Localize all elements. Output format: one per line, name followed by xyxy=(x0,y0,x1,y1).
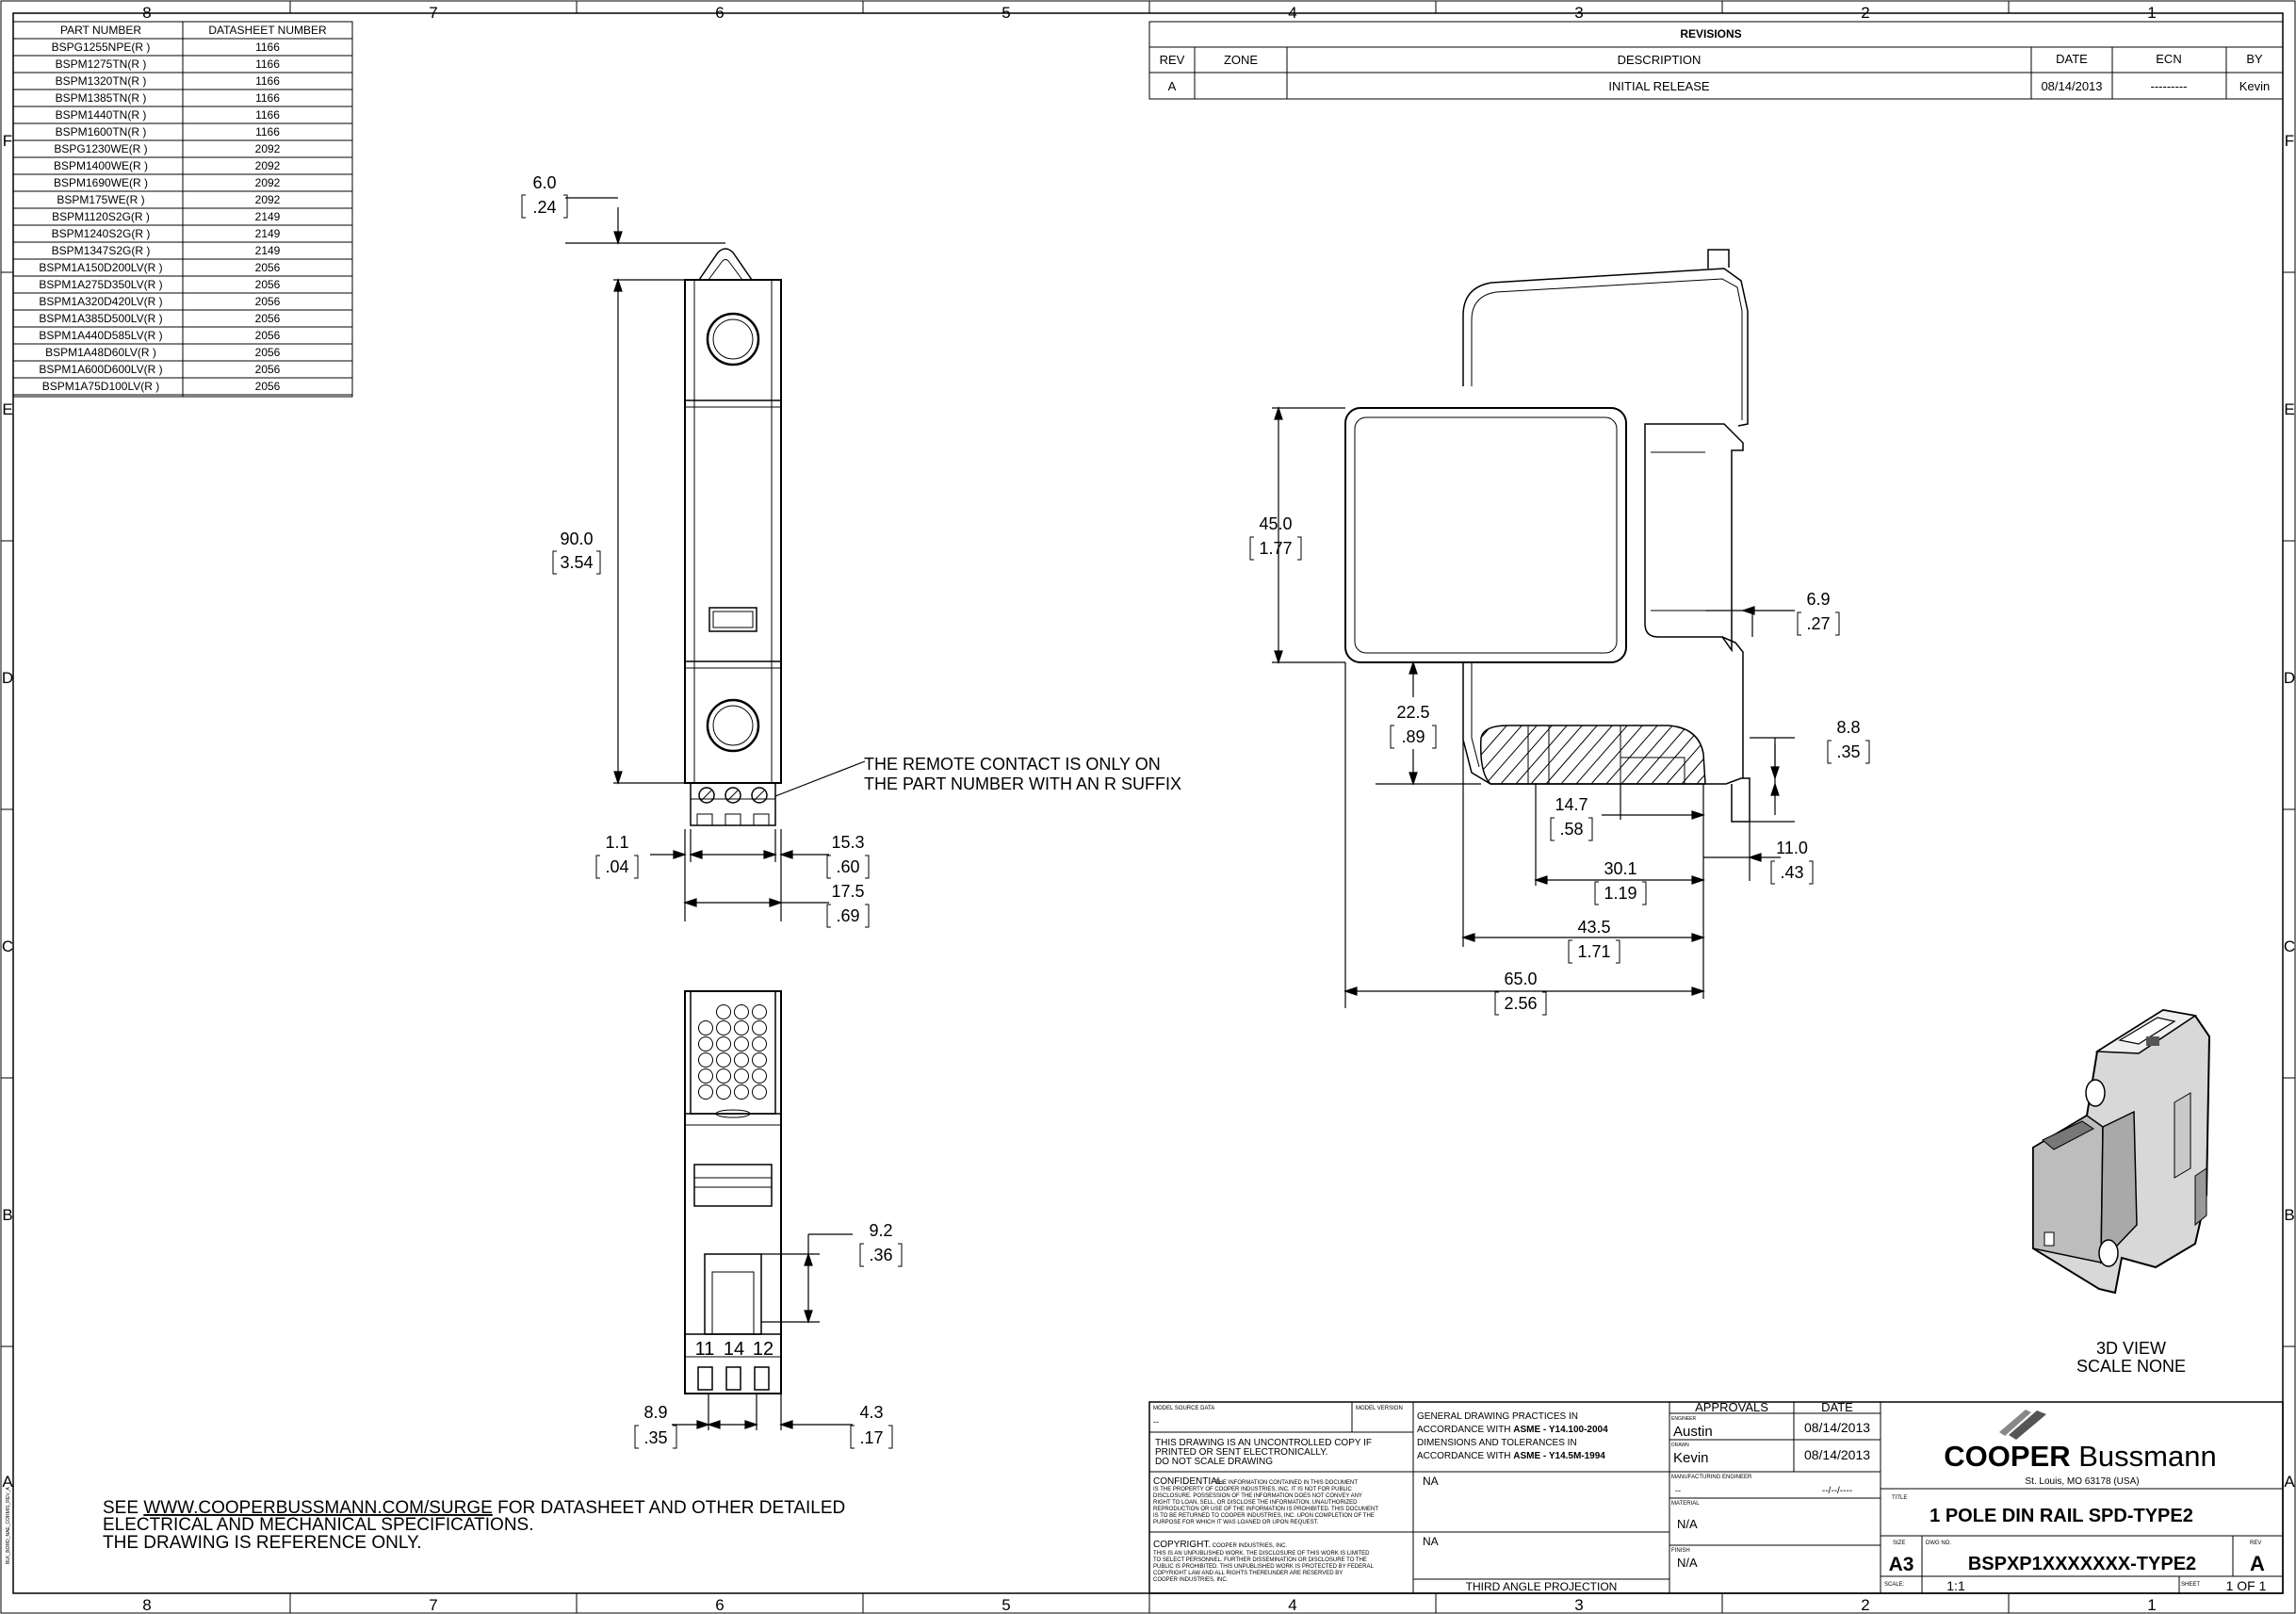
svg-text:DIMENSIONS AND TOLERANCES IN: DIMENSIONS AND TOLERANCES IN xyxy=(1417,1438,1577,1448)
svg-text:THE REMOTE CONTACT IS ONLY ON: THE REMOTE CONTACT IS ONLY ON xyxy=(864,755,1161,774)
part-number-cell: BSPM1A48D60LV(R ) xyxy=(45,346,156,359)
svg-text:THE INFORMATION CONTAINED IN T: THE INFORMATION CONTAINED IN THIS DOCUMENT xyxy=(1215,1480,1358,1486)
rev-cell-by: Kevin xyxy=(2239,79,2271,93)
datasheet-number-cell: 2092 xyxy=(254,193,281,206)
dim-22-5 xyxy=(1391,703,1436,748)
row-label-left: E xyxy=(2,400,13,418)
svg-text:SEE WWW.COOPERBUSSMANN.COM/SUR: SEE WWW.COOPERBUSSMANN.COM/SURGE FOR DATASHEET AND OTHER DETAILED xyxy=(103,1498,846,1518)
svg-text:14.7: 14.7 xyxy=(1555,795,1588,814)
col-label-bottom: 7 xyxy=(429,1596,438,1614)
terminal-label: 12 xyxy=(752,1339,774,1360)
approvals-date-label: DATE xyxy=(1821,1400,1853,1414)
col-label-top: 5 xyxy=(1001,4,1011,22)
title-block xyxy=(1149,1400,2283,1593)
svg-text:2.56: 2.56 xyxy=(1504,994,1538,1013)
model-source-value: -- xyxy=(1153,1417,1159,1427)
part-number-cell: BSPM1400WE(R ) xyxy=(53,159,149,172)
drawing-practices xyxy=(1417,1411,1608,1461)
col-label-top: 4 xyxy=(1288,4,1297,22)
datasheet-number-cell: 2092 xyxy=(254,142,281,155)
datasheet-number-cell: 2056 xyxy=(254,278,281,291)
part-number-cell: BSPM1120S2G(R ) xyxy=(52,210,150,223)
svg-text:.69: .69 xyxy=(836,906,860,925)
dim-9-2 xyxy=(860,1221,902,1266)
approvals-label: APPROVALS xyxy=(1695,1400,1768,1414)
rev-header-zone: ZONE xyxy=(1223,53,1259,67)
dwg-no-value: BSPXP1XXXXXXX-TYPE2 xyxy=(1967,1554,2197,1574)
svg-text:8.8: 8.8 xyxy=(1836,718,1861,737)
terminal-label: 11 xyxy=(694,1339,715,1360)
sheet-label: SHEET xyxy=(2181,1582,2201,1588)
view-3d-scale: SCALE NONE xyxy=(2076,1357,2187,1376)
datasheet-number-cell: 2149 xyxy=(254,227,281,240)
copyright-text xyxy=(1153,1551,1374,1583)
drawing-title: 1 POLE DIN RAIL SPD-TYPE2 xyxy=(1930,1506,2193,1526)
size-label: SIZE xyxy=(1893,1541,1906,1546)
part-number-cell: BSPM1A600D600LV(R ) xyxy=(39,363,163,376)
row-label-right: E xyxy=(2284,400,2295,418)
dim-14-7 xyxy=(1551,795,1592,840)
svg-text:THIS IS AN UNPUBLISHED WORK. T: THIS IS AN UNPUBLISHED WORK. THE DISCLOSURE OF THIS WORK IS LIMITED xyxy=(1153,1551,1370,1557)
datasheet-number-cell: 2056 xyxy=(254,380,281,393)
col-label-bottom: 5 xyxy=(1001,1596,1011,1614)
datasheet-number-cell: 2092 xyxy=(254,176,281,189)
bottom-view-device xyxy=(685,991,781,1394)
dim-45-0 xyxy=(1250,514,1301,560)
terminal-label: 14 xyxy=(723,1339,745,1360)
uncontrolled-line: DO NOT SCALE DRAWING xyxy=(1155,1457,1274,1467)
svg-text:COPYRIGHT. COOPER INDUSTRIES, xyxy=(1153,1540,1287,1550)
col-label-bottom: 8 xyxy=(142,1596,152,1614)
svg-text:THE PART NUMBER WITH AN R SUFF: THE PART NUMBER WITH AN R SUFFIX xyxy=(864,774,1182,793)
uncontrolled-line: PRINTED OR SENT ELECTRONICALLY. xyxy=(1155,1447,1328,1458)
rev-label: REV xyxy=(2250,1541,2262,1546)
view-3d-label: 3D VIEW xyxy=(2095,1339,2167,1358)
drawn-date: 08/14/2013 xyxy=(1803,1447,1871,1462)
svg-text:PURPOSE FOR WHICH IT WAS LOANE: PURPOSE FOR WHICH IT WAS LOANED OR UPON REQUEST. xyxy=(1153,1520,1319,1525)
svg-text:1.71: 1.71 xyxy=(1577,942,1611,961)
dim-8-8 xyxy=(1828,718,1869,763)
model-source-label: MODEL SOURCE DATA xyxy=(1153,1406,1215,1411)
svg-text:.17: .17 xyxy=(859,1428,884,1447)
svg-text:8.9: 8.9 xyxy=(643,1403,668,1422)
svg-text:6.9: 6.9 xyxy=(1806,590,1831,609)
engineer-label: ENGINEER xyxy=(1671,1416,1697,1422)
datasheet-number-cell: 1166 xyxy=(255,57,280,71)
svg-text:45.0: 45.0 xyxy=(1259,514,1293,533)
col-label-bottom: 4 xyxy=(1288,1596,1297,1614)
svg-text:.35: .35 xyxy=(1836,742,1861,761)
svg-text:TO SELECT PERSONNEL. FURTHER D: TO SELECT PERSONNEL. FURTHER DISSEMINATION OR DISCLOSURE TO THE xyxy=(1153,1557,1367,1563)
finish-label: FINISH xyxy=(1671,1548,1690,1554)
svg-text:1.1: 1.1 xyxy=(605,833,629,852)
svg-text:COOPER INDUSTRIES, INC.: COOPER INDUSTRIES, INC. xyxy=(1153,1577,1229,1583)
company-address: St. Louis, MO 63178 (USA) xyxy=(2025,1476,2140,1487)
part-number-cell: BSPM1600TN(R ) xyxy=(55,125,147,139)
parts-header-part: PART NUMBER xyxy=(59,24,142,37)
svg-text:ACCORDANCE WITH ASME - Y14.100: ACCORDANCE WITH ASME - Y14.100-2004 xyxy=(1417,1425,1608,1435)
row-label-right: A xyxy=(2284,1473,2295,1491)
svg-text:.60: .60 xyxy=(836,857,860,876)
part-number-cell: BSPM1240S2G(R ) xyxy=(51,227,151,240)
svg-text:REPRODUCTION OR USE OF THE INF: REPRODUCTION OR USE OF THE INFORMATION IS PROHIBITED. THIS DOCUMENT xyxy=(1153,1507,1379,1512)
datasheet-number-cell: 2056 xyxy=(254,329,281,342)
datasheet-number-cell: 2056 xyxy=(254,295,281,308)
svg-text:COOPER Bussmann: COOPER Bussmann xyxy=(1944,1440,2217,1473)
svg-text:PUBLIC IS PROHIBITED. THIS UNP: PUBLIC IS PROHIBITED. THIS UNPUBLISHED WORK IS PROTECTED BY FEDERAL xyxy=(1153,1564,1374,1570)
svg-text:1.77: 1.77 xyxy=(1259,539,1293,558)
part-number-cell: BSPM1690WE(R ) xyxy=(53,176,149,189)
confidential-text xyxy=(1153,1480,1378,1525)
row-label-right: F xyxy=(2284,132,2295,150)
svg-text:90.0: 90.0 xyxy=(560,530,594,548)
svg-text:15.3: 15.3 xyxy=(831,833,865,852)
dim-6-0 xyxy=(522,173,567,218)
row-label-right: C xyxy=(2283,937,2296,955)
mfg-label: MANUFACTURING ENGINEER xyxy=(1671,1475,1752,1480)
rev-header-by: BY xyxy=(2246,52,2263,66)
svg-text:17.5: 17.5 xyxy=(831,882,865,901)
svg-text:GENERAL DRAWING PRACTICES IN: GENERAL DRAWING PRACTICES IN xyxy=(1417,1411,1578,1422)
col-label-top: 2 xyxy=(1861,4,1870,22)
part-number-cell: BSPM1A440D585LV(R ) xyxy=(39,329,163,342)
datasheet-number-cell: 2149 xyxy=(254,244,281,257)
part-number-cell: BSPM1385TN(R ) xyxy=(55,91,147,105)
part-number-cell: BSPG1230WE(R ) xyxy=(54,142,148,155)
col-label-bottom: 3 xyxy=(1574,1596,1584,1614)
engineer-name: Austin xyxy=(1673,1424,1713,1440)
front-view-device xyxy=(685,249,781,825)
na-field-1: NA xyxy=(1423,1475,1439,1488)
confidential-title: CONFIDENTIAL. xyxy=(1153,1476,1226,1487)
svg-text:30.1: 30.1 xyxy=(1604,859,1637,878)
row-label-left: C xyxy=(1,937,14,955)
col-label-bottom: 1 xyxy=(2147,1596,2157,1614)
part-number-cell: BSPM1275TN(R ) xyxy=(55,57,147,71)
svg-text:22.5: 22.5 xyxy=(1396,703,1430,722)
scale-label: SCALE: xyxy=(1884,1582,1905,1588)
dwg-no-label: DWG NO. xyxy=(1926,1541,1951,1546)
svg-text:.89: .89 xyxy=(1401,727,1425,746)
datasheet-number-cell: 2092 xyxy=(254,159,281,172)
svg-text:.27: .27 xyxy=(1806,614,1831,633)
mfg-date: --/--/---- xyxy=(1821,1486,1853,1496)
rev-cell-rev: A xyxy=(1167,79,1177,93)
rev-header-description: DESCRIPTION xyxy=(1617,53,1702,67)
svg-text:IS THE PROPERTY OF COOPER INDU: IS THE PROPERTY OF COOPER INDUSTRIES, INC. IT IS NOT FOR PUBLIC xyxy=(1153,1487,1352,1492)
mfg-name: -- xyxy=(1675,1486,1681,1495)
svg-text:.35: .35 xyxy=(643,1428,668,1447)
copyright-owner: COOPER INDUSTRIES, INC. xyxy=(1211,1543,1288,1549)
rev-header-rev: REV xyxy=(1159,53,1185,67)
svg-text:.36: .36 xyxy=(869,1246,893,1264)
revisions-title: REVISIONS xyxy=(1680,27,1742,41)
col-label-top: 7 xyxy=(429,4,438,22)
part-number-cell: BSPM1320TN(R ) xyxy=(55,74,147,88)
title-label: TITLE xyxy=(1892,1495,1908,1501)
svg-text:ACCORDANCE WITH ASME - Y14.5M-: ACCORDANCE WITH ASME - Y14.5M-1994 xyxy=(1417,1451,1605,1461)
datasheet-number-cell: 2056 xyxy=(254,312,281,325)
datasheet-number-cell: 1166 xyxy=(255,91,280,105)
svg-text:ELECTRICAL AND MECHANICAL SPEC: ELECTRICAL AND MECHANICAL SPECIFICATIONS. xyxy=(103,1515,534,1535)
material-value: N/A xyxy=(1677,1517,1698,1531)
row-label-left: F xyxy=(2,132,13,150)
rev-header-ecn: ECN xyxy=(2156,52,2182,66)
svg-text:.24: .24 xyxy=(532,198,557,217)
rev-cell-description: INITIAL RELEASE xyxy=(1608,79,1710,93)
dim-1-1 xyxy=(596,833,638,878)
cooper-bussmann-logo xyxy=(1944,1410,2216,1473)
svg-text:9.2: 9.2 xyxy=(869,1221,893,1240)
na-field-2: NA xyxy=(1423,1535,1439,1548)
row-label-right: D xyxy=(2283,669,2296,687)
svg-text:6.0: 6.0 xyxy=(532,173,557,192)
scale-value: 1:1 xyxy=(1946,1578,1965,1593)
part-number-cell: BSPM1A75D100LV(R ) xyxy=(41,380,160,393)
svg-text:COPYRIGHT LAW AND ALL RIGHTS T: COPYRIGHT LAW AND ALL RIGHTS THEREUNDER ARE RESERVED BY xyxy=(1153,1571,1343,1576)
svg-text:3.54: 3.54 xyxy=(560,553,594,572)
datasheet-number-cell: 2056 xyxy=(254,346,281,359)
part-number-cell: BSPM1347S2G(R ) xyxy=(51,244,151,257)
part-number-cell: BSPG1255NPE(R ) xyxy=(51,41,151,54)
rev-header-date: DATE xyxy=(2056,52,2088,66)
svg-text:.04: .04 xyxy=(605,857,629,876)
row-label-right: B xyxy=(2284,1206,2295,1224)
projection-label: THIRD ANGLE PROJECTION xyxy=(1465,1580,1618,1593)
part-number-cell: BSPM1440TN(R ) xyxy=(55,108,147,122)
sheet-value: 1 OF 1 xyxy=(2225,1578,2267,1593)
svg-text:RIGHT TO LOAN, SELL, OR DISCLO: RIGHT TO LOAN, SELL, OR DISCLOSE THE INFORMATION. UNAUTHORIZED xyxy=(1153,1500,1358,1506)
svg-text:1.19: 1.19 xyxy=(1604,884,1637,903)
border-zone-labels xyxy=(2,4,2295,1614)
dim-30-1 xyxy=(1595,859,1646,905)
rev-cell-date: 08/14/2013 xyxy=(2041,79,2103,93)
size-value: A3 xyxy=(1888,1554,1914,1575)
col-label-top: 6 xyxy=(715,4,725,22)
datasheet-number-cell: 2056 xyxy=(254,363,281,376)
datasheet-number-cell: 2056 xyxy=(254,261,281,274)
finish-value: N/A xyxy=(1677,1556,1698,1570)
col-label-bottom: 2 xyxy=(1861,1596,1870,1614)
remote-contact-note xyxy=(864,755,1225,793)
copyright-title: COPYRIGHT. xyxy=(1153,1540,1212,1550)
dim-17-5 xyxy=(827,882,869,927)
rev-cell-ecn: --------- xyxy=(2150,79,2188,93)
dim-4-3 xyxy=(851,1403,892,1448)
dim-15-3 xyxy=(827,833,869,878)
row-label-left: B xyxy=(2,1206,13,1224)
rev-value: A xyxy=(2250,1552,2265,1575)
part-number-cell: BSPM1A385D500LV(R ) xyxy=(39,312,163,325)
svg-text:THE DRAWING IS REFERENCE ONLY.: THE DRAWING IS REFERENCE ONLY. xyxy=(103,1533,422,1553)
svg-text:4.3: 4.3 xyxy=(859,1403,884,1422)
datasheet-number-cell: 1166 xyxy=(255,74,280,88)
row-label-left: A xyxy=(2,1473,13,1491)
svg-text:DISCLOSURE. POSSESSION OF THE: DISCLOSURE. POSSESSION OF THE INFORMATION DOES NOT CONVEY ANY xyxy=(1153,1493,1362,1499)
engineer-date: 08/14/2013 xyxy=(1803,1420,1871,1435)
svg-text:43.5: 43.5 xyxy=(1577,918,1611,937)
model-version-label: MODEL VERSION xyxy=(1356,1406,1403,1411)
dim-8-9 xyxy=(635,1403,676,1448)
svg-text:.58: .58 xyxy=(1559,820,1584,839)
part-number-cell: BSPM1A275D350LV(R ) xyxy=(39,278,163,291)
uncontrolled-line: THIS DRAWING IS AN UNCONTROLLED COPY IF xyxy=(1155,1438,1373,1448)
dim-90-0 xyxy=(553,530,600,574)
datasheet-number-cell: 1166 xyxy=(255,41,280,54)
parts-header-datasheet: DATASHEET NUMBER xyxy=(208,24,327,37)
material-label: MATERIAL xyxy=(1671,1501,1700,1507)
svg-text:IS TO BE RETURNED TO COOPER IN: IS TO BE RETURNED TO COOPER INDUSTRIES, INC. UPON COMPLETION OF THE xyxy=(1153,1513,1375,1519)
svg-text:65.0: 65.0 xyxy=(1504,970,1538,988)
col-label-bottom: 6 xyxy=(715,1596,725,1614)
svg-text:.43: .43 xyxy=(1780,863,1804,882)
col-label-top: 8 xyxy=(142,4,152,22)
footer-note xyxy=(103,1498,845,1553)
drawn-label: DRAWN xyxy=(1671,1443,1689,1448)
dim-11-0 xyxy=(1771,839,1813,884)
part-number-cell: BSPM175WE(R ) xyxy=(57,193,145,206)
datasheet-number-cell: 1166 xyxy=(255,108,280,122)
datasheet-number-cell: 2149 xyxy=(254,210,281,223)
row-label-left: D xyxy=(1,669,14,687)
part-number-cell: BSPM1A320D420LV(R ) xyxy=(39,295,163,308)
parts-table xyxy=(13,22,352,397)
side-tiny-label: BLK_BORD_NAE_CORMIS_REV_A xyxy=(6,1487,11,1564)
part-number-cell: BSPM1A150D200LV(R ) xyxy=(39,261,163,274)
drawn-name: Kevin xyxy=(1673,1450,1709,1466)
dim-6-9 xyxy=(1798,590,1839,635)
iso-view-device xyxy=(2033,1010,2209,1376)
col-label-top: 1 xyxy=(2147,4,2157,22)
revisions-table xyxy=(1149,22,2283,99)
dim-43-5 xyxy=(1569,918,1620,963)
col-label-top: 3 xyxy=(1574,4,1584,22)
datasheet-number-cell: 1166 xyxy=(255,125,280,139)
surge-link[interactable]: WWW.COOPERBUSSMANN.COM/SURGE xyxy=(143,1498,493,1518)
svg-text:11.0: 11.0 xyxy=(1776,839,1808,857)
dim-65-0 xyxy=(1495,970,1546,1015)
drawing-border xyxy=(1,1,2295,1613)
